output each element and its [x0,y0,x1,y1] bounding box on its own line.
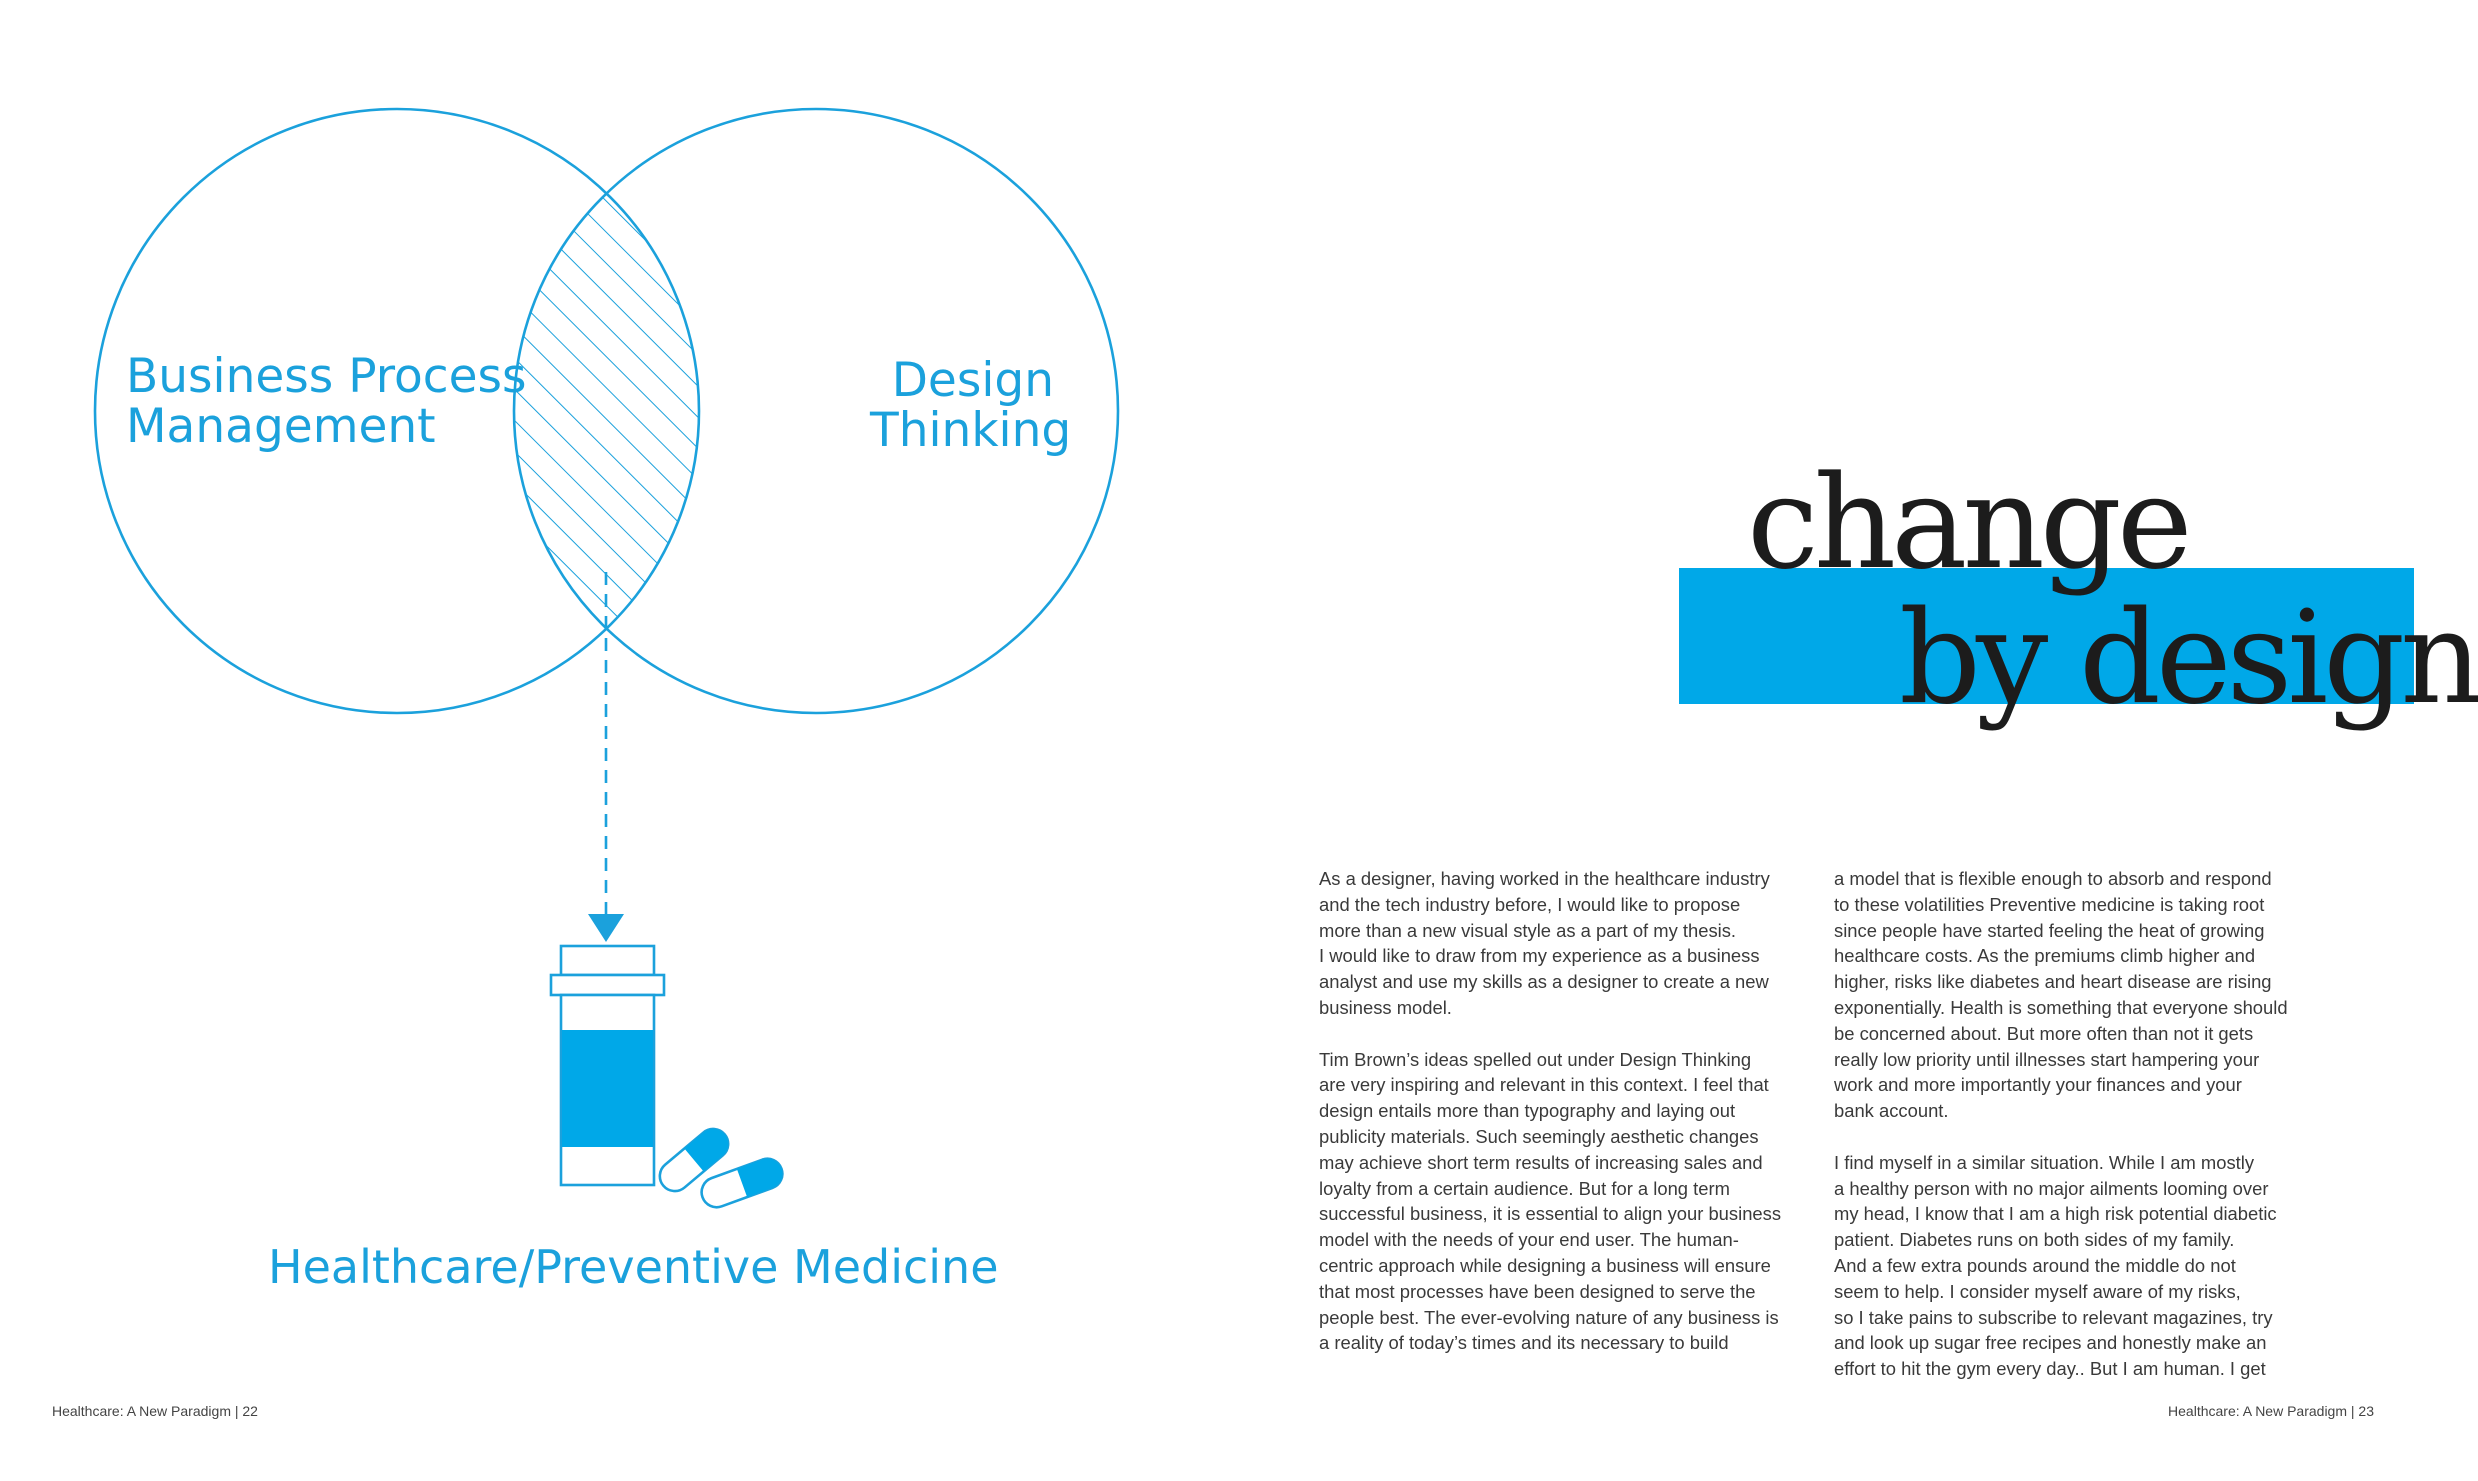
paragraph: Tim Brown’s ideas spelled out under Design Thinking are very inspiring and relevant in this context. I feel that design entails more than typography and laying out publicity materials. Such seemingly aesthetic changes may achieve short term results of increasing sales and loyalty from a certain audience. But for a long term successful business, it is essential to align your business model with the needs of your end user. The human- centric approach while designing a business will ensure that most processes have been designed to serve the people best. The ever-evolving nature of any business is a reality of today’s times and its necessary to build [1319,1048,1782,1354]
title-change: change [1747,449,2188,598]
label-line: Management [126,399,436,454]
right-page [1207,0,2478,1481]
body-column-1 [1319,866,1819,1382]
page-footer-left: Healthcare: A New Paradigm | 22 [52,1403,258,1419]
arrow-head-icon [588,914,624,942]
label-line: Thinking [870,403,1072,458]
business-process-management-label [126,349,527,454]
label-line: Design [891,353,1054,408]
design-thinking-label [870,353,1072,458]
title-by-design: by design [1899,584,2478,733]
paragraph: As a designer, having worked in the healthcare industry and the tech industry before, I would like to propose more than a new visual style as a part of my thesis. I would like to draw from my experience as a business analyst and use my skills as a designer to create a new business model. [1319,868,1770,1018]
page-footer-right: Healthcare: A New Paradigm | 23 [2168,1403,2374,1419]
healthcare-preventive-medicine-label: Healthcare/Preventive Medicine [268,1240,999,1294]
left-page [0,0,1207,1481]
pill-bottle-icon [551,946,664,1185]
paragraph: a model that is flexible enough to absorb and respond to these volatilities Preventive medicine is taking root since people have started feeling the heat of growing healthcare costs. As the premiums climb higher and higher, risks like diabetes and heart disease are rising exponentially. Health is something that everyone should be concerned about. But more often than not it gets really low priority until illnesses start hampering your work and more importantly your finances and your bank account. [1834,868,2288,1122]
paragraph: I find myself in a similar situation. While I am mostly a healthy person with no major ailments looming over my head, I know that I am a high risk potential diabetic patient. Diabetes runs on both sides of my family. And a few extra pounds around the middle do not seem to help. I consider myself aware of my risks, so I take pains to subscribe to relevant magazines, try and look up sugar free recipes and honestly make an effort to hit the gym every day.. But I am human. I get [1834,1151,2277,1380]
label-line: Business Process [126,349,527,404]
body-column-2 [1834,866,2334,1408]
